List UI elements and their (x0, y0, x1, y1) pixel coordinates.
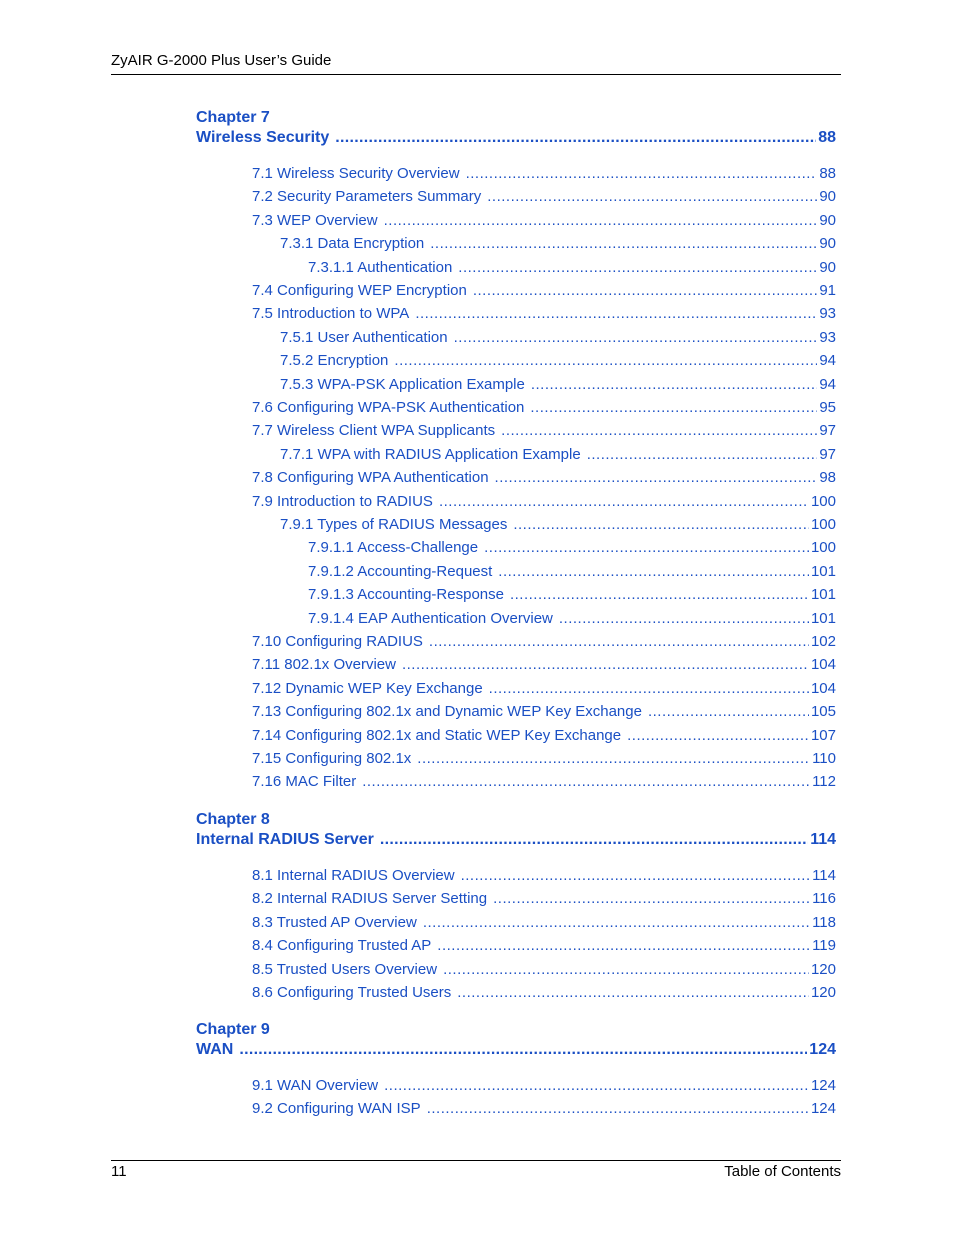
toc-entry-title: 8.6 Configuring Trusted Users (252, 984, 452, 1001)
toc-entry[interactable] (280, 352, 836, 370)
toc-entry-title: 7.9.1.4 EAP Authentication Overview (308, 609, 553, 627)
chapter-title: Wireless Security (196, 129, 330, 146)
dot-leader (417, 750, 810, 768)
dot-leader (380, 830, 808, 850)
toc-entry-title: 7.6 Configuring WPA-PSK Authentication (252, 399, 525, 416)
dot-leader (384, 212, 818, 230)
dot-leader (466, 165, 818, 183)
dot-leader (423, 914, 810, 932)
dot-leader (498, 563, 809, 581)
toc-entry[interactable] (252, 633, 836, 651)
toc-entry-page: 120 (810, 960, 836, 978)
dot-leader (362, 773, 810, 791)
dot-leader (627, 727, 809, 745)
toc-entry-page: 101 (810, 609, 836, 627)
chapter-entry[interactable] (196, 128, 836, 148)
toc-entry-page: 93 (819, 328, 836, 346)
toc-entry-title: 7.8 Configuring WPA Authentication (252, 469, 489, 487)
toc-entry[interactable] (280, 376, 836, 394)
toc-entry-page: 101 (810, 562, 836, 580)
toc-entry-page: 116 (812, 890, 836, 908)
toc-entry[interactable] (252, 165, 836, 183)
toc-entry-title: 7.2 Security Parameters Summary (252, 188, 482, 206)
toc-entry-page: 100 (810, 516, 836, 533)
chapter-entry[interactable] (196, 830, 836, 850)
footer-section: Table of Contents (724, 1163, 841, 1180)
toc-entry[interactable] (252, 188, 836, 206)
dot-leader (489, 680, 809, 698)
toc-entry-title: 8.5 Trusted Users Overview (252, 960, 438, 978)
toc-entry-page: 110 (812, 750, 836, 767)
chapter-page: 88 (818, 129, 836, 146)
toc-entry-title: 7.1 Wireless Security Overview (252, 165, 460, 182)
toc-entry-page: 114 (812, 867, 836, 884)
toc-entry-title: 7.5.3 WPA-PSK Application Example (280, 375, 525, 393)
toc-entry[interactable] (252, 890, 836, 908)
chapter-label[interactable]: Chapter 7 (196, 109, 270, 126)
dot-leader (429, 633, 809, 651)
dot-leader (457, 984, 809, 1002)
toc-entry[interactable] (252, 703, 836, 721)
dot-leader (427, 1100, 809, 1118)
toc-entry[interactable] (252, 282, 836, 300)
toc-entry-page: 90 (819, 235, 836, 253)
toc-entry[interactable] (252, 750, 836, 768)
dot-leader (443, 961, 809, 979)
toc-entry-title: 7.5.1 User Authentication (280, 328, 448, 346)
chapter-page: 114 (810, 831, 836, 848)
toc-entry-page: 90 (819, 211, 836, 229)
toc-entry[interactable] (308, 539, 836, 557)
toc-entry[interactable] (252, 399, 836, 417)
toc-entry[interactable] (252, 680, 836, 698)
toc-entry[interactable] (308, 610, 836, 628)
dot-leader (402, 656, 809, 674)
toc-entry-page: 97 (819, 445, 836, 463)
toc-entry-page: 100 (810, 492, 836, 510)
toc-entry[interactable] (252, 1077, 836, 1095)
dot-leader (648, 703, 809, 721)
dot-leader (461, 867, 811, 885)
toc-entry-page: 112 (812, 773, 836, 791)
dot-leader (513, 516, 809, 534)
chapter-label[interactable]: Chapter 8 (196, 811, 270, 828)
toc-entry-title: 7.10 Configuring RADIUS (252, 633, 423, 650)
dot-leader (335, 128, 816, 148)
chapter-page: 124 (809, 1041, 836, 1058)
toc-entry-title: 7.5 Introduction to WPA (252, 305, 410, 323)
dot-leader (493, 890, 810, 908)
dot-leader (437, 937, 810, 955)
toc-entry-page: 118 (812, 913, 836, 931)
dot-leader (501, 422, 817, 440)
toc-entry[interactable] (252, 961, 836, 979)
toc-entry-title: 7.3.1 Data Encryption (280, 235, 425, 253)
toc-entry-page: 104 (810, 679, 836, 697)
toc-entry[interactable] (252, 984, 836, 1002)
dot-leader (239, 1040, 807, 1060)
toc-entry-title: 8.3 Trusted AP Overview (252, 913, 417, 931)
toc-entry[interactable] (252, 867, 836, 885)
toc-entry-title: 8.4 Configuring Trusted AP (252, 937, 432, 955)
toc-entry[interactable] (252, 493, 836, 511)
toc-entry-title: 7.7.1 WPA with RADIUS Application Example (280, 445, 581, 463)
toc-entry-title: 8.2 Internal RADIUS Server Setting (252, 890, 488, 908)
chapter-title: WAN (196, 1041, 234, 1058)
dot-leader (454, 329, 818, 347)
toc-entry[interactable] (252, 305, 836, 323)
toc-entry-title: 7.13 Configuring 802.1x and Dynamic WEP Key Exchange (252, 703, 642, 721)
chapter-title: Internal RADIUS Server (196, 831, 374, 848)
toc-entry[interactable] (308, 259, 836, 277)
toc-entry-title: 7.12 Dynamic WEP Key Exchange (252, 679, 483, 697)
dot-leader (394, 352, 817, 370)
toc-entry[interactable] (252, 212, 836, 230)
toc-entry-page: 107 (810, 726, 836, 744)
toc-entry-title: 7.15 Configuring 802.1x (252, 750, 412, 767)
toc-entry-page: 95 (819, 399, 836, 416)
toc-entry[interactable] (280, 446, 836, 464)
toc-entry-page: 105 (810, 703, 836, 721)
toc-entry-page: 120 (810, 984, 836, 1001)
chapter-entry[interactable] (196, 1040, 836, 1060)
toc-entry-title: 7.5.2 Encryption (280, 352, 389, 370)
toc-entry[interactable] (252, 773, 836, 791)
page-footer (111, 1160, 841, 1180)
toc-entry[interactable] (252, 422, 836, 440)
toc-entry-page: 124 (810, 1077, 836, 1094)
toc-entry[interactable] (308, 563, 836, 581)
toc-entry[interactable] (252, 727, 836, 745)
toc-entry-page: 124 (810, 1100, 836, 1118)
header-title: ZyAIR G-2000 Plus User’s Guide (111, 52, 332, 69)
toc-entry-page: 119 (812, 937, 836, 955)
toc-entry-title: 7.9.1 Types of RADIUS Messages (280, 516, 508, 533)
toc-entry-title: 7.4 Configuring WEP Encryption (252, 282, 467, 299)
toc-entry-page: 100 (810, 539, 836, 557)
toc-entry-page: 102 (810, 633, 836, 650)
dot-leader (510, 586, 809, 604)
page-header (111, 51, 841, 75)
toc-entry-page: 97 (819, 422, 836, 440)
toc-entry-page: 104 (810, 656, 836, 674)
toc-entry-title: 7.7 Wireless Client WPA Supplicants (252, 422, 496, 440)
toc-entry[interactable] (252, 937, 836, 955)
toc-entry-page: 94 (819, 375, 836, 393)
dot-leader (458, 259, 817, 277)
dot-leader (559, 610, 809, 628)
toc-entry-page: 98 (819, 469, 836, 487)
dot-leader (473, 282, 817, 300)
toc-entry-title: 7.14 Configuring 802.1x and Static WEP Key Exchange (252, 726, 622, 744)
toc-entry-title: 9.2 Configuring WAN ISP (252, 1100, 421, 1118)
dot-leader (530, 399, 817, 417)
toc-entry[interactable] (280, 516, 836, 534)
toc-entry-title: 7.11 802.1x Overview (252, 656, 396, 674)
toc-entry[interactable] (252, 914, 836, 932)
chapter-label[interactable]: Chapter 9 (196, 1021, 270, 1038)
toc-entry-title: 9.1 WAN Overview (252, 1077, 379, 1094)
dot-leader (487, 188, 817, 206)
toc-entry[interactable] (252, 469, 836, 487)
toc-entry-page: 90 (819, 258, 836, 276)
toc-entry-title: 7.9.1.3 Accounting-Response (308, 586, 504, 604)
toc-entry-title: 7.3 WEP Overview (252, 211, 378, 229)
toc-entry[interactable] (308, 586, 836, 604)
dot-leader (587, 446, 818, 464)
toc-entry-page: 91 (819, 282, 836, 299)
dot-leader (495, 469, 818, 487)
toc-entry-title: 7.16 MAC Filter (252, 773, 357, 791)
toc-entry-page: 90 (819, 188, 836, 206)
dot-leader (484, 539, 809, 557)
dot-leader (439, 493, 809, 511)
toc-entry-title: 7.9 Introduction to RADIUS (252, 492, 433, 510)
dot-leader (415, 305, 817, 323)
toc-entry-page: 94 (819, 352, 836, 370)
toc-entry[interactable] (280, 235, 836, 253)
toc-entry[interactable] (252, 1100, 836, 1118)
toc-entry-page: 88 (819, 165, 836, 182)
toc-entry[interactable] (280, 329, 836, 347)
toc-entry-page: 93 (819, 305, 836, 323)
dot-leader (384, 1077, 809, 1095)
dot-leader (531, 376, 817, 394)
toc-entry-title: 7.9.1.1 Access-Challenge (308, 539, 479, 557)
toc-entry-title: 7.3.1.1 Authentication (308, 258, 453, 276)
dot-leader (430, 235, 817, 253)
toc-entry-title: 8.1 Internal RADIUS Overview (252, 867, 455, 884)
toc-entry-page: 101 (810, 586, 836, 604)
footer-page-number: 11 (111, 1163, 127, 1180)
toc-entry-title: 7.9.1.2 Accounting-Request (308, 562, 493, 580)
toc-entry[interactable] (252, 656, 836, 674)
